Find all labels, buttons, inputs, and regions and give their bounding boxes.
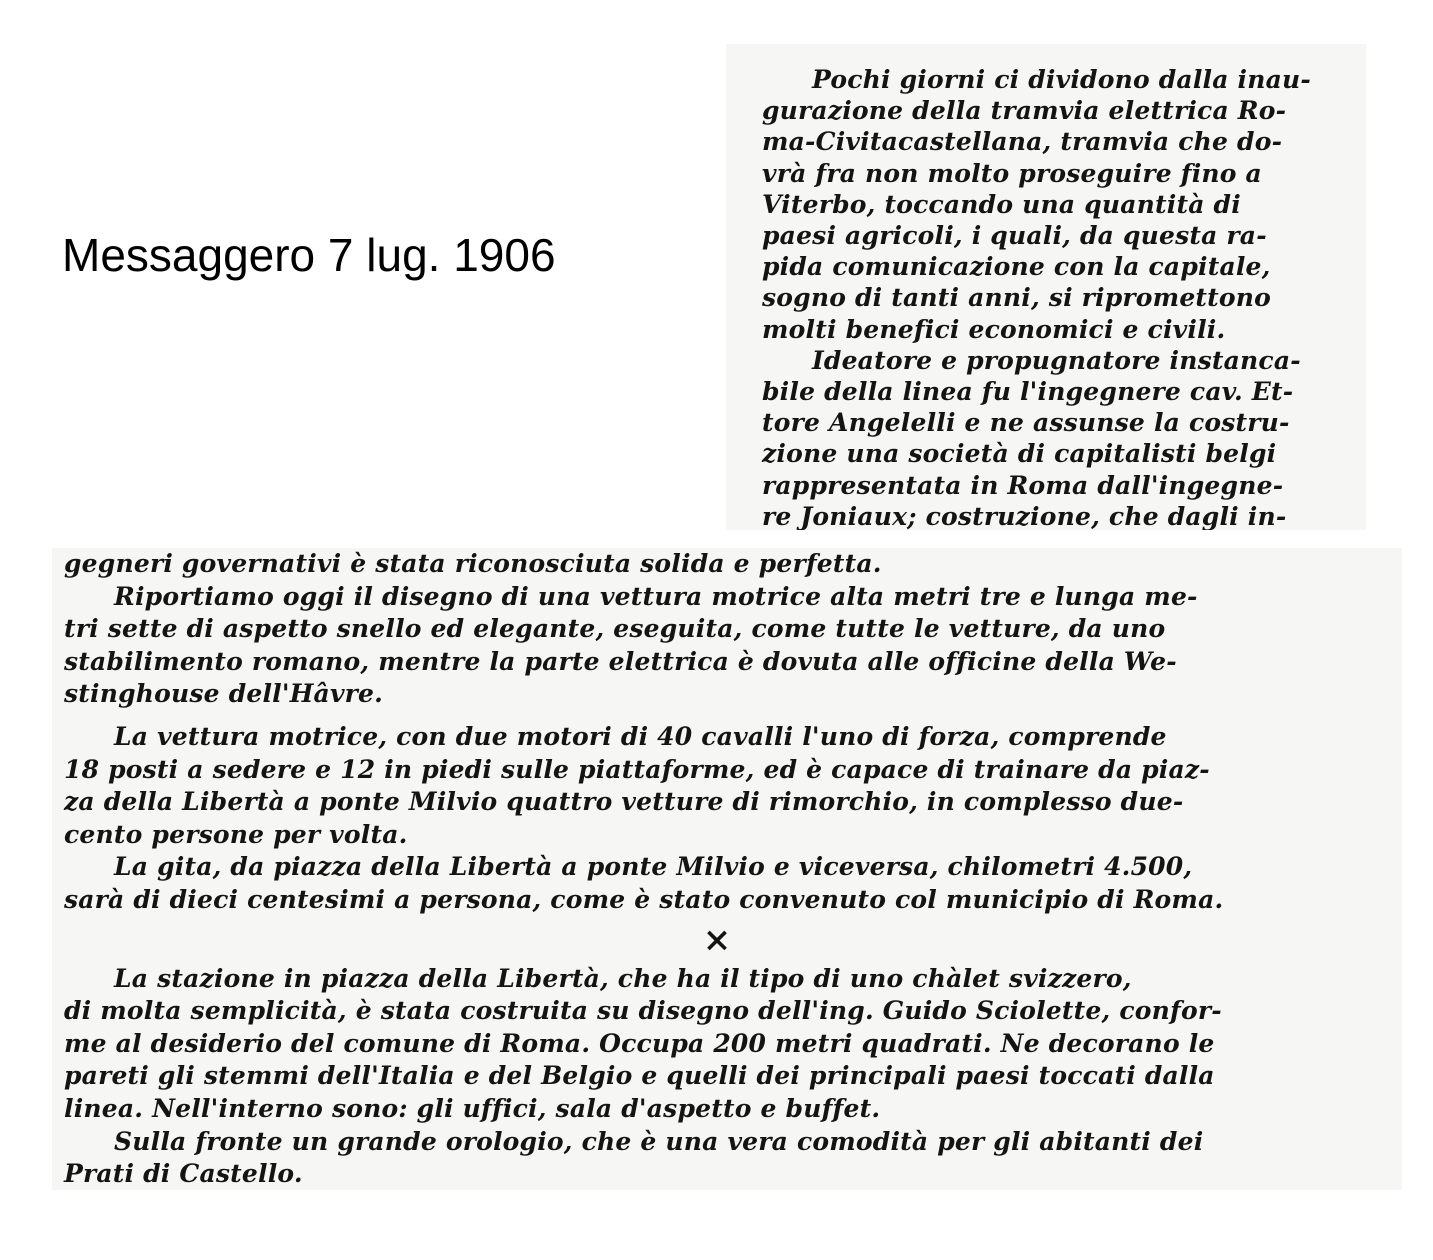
text-line: pida comunicazione con la capitale,: [762, 252, 1271, 282]
text-line: Prati di Castello.: [64, 1159, 303, 1189]
text-line: molti benefici economici e civili.: [762, 314, 1226, 344]
text-line: Pochi giorni ci dividono dalla inau-: [812, 65, 1311, 94]
text-line: stabilimento romano, mentre la parte elettrica è dovuta alle officine della We-: [64, 646, 1177, 676]
text-line: vrà fra non molto proseguire fino a: [762, 158, 1262, 188]
text-line: Ideatore e propugnatore instanca-: [812, 345, 1301, 375]
text-line: La stazione in piazza della Libertà, che ha il tipo di uno chàlet svizzero,: [114, 963, 1132, 993]
text-line: 18 posti a sedere e 12 in piedi sulle piattaforme, ed è capace di trainare da piaz-: [64, 754, 1210, 784]
text-line: re Joniaux; costruzione, che dagli in-: [762, 501, 1287, 530]
text-line: pareti gli stemmi dell'Italia e del Belgio e quelli dei principali paesi toccati dalla: [64, 1061, 1215, 1091]
text-line: linea. Nell'interno sono: gli uffici, sala d'aspetto e buffet.: [64, 1093, 881, 1123]
text-line: rappresentata in Roma dall'ingegne-: [762, 470, 1284, 500]
text-line: sogno di tanti anni, si ripromettono: [762, 283, 1272, 313]
section-separator: ×: [702, 919, 732, 960]
text-line: ma-Civitacastellana, tramvia che do-: [762, 127, 1283, 157]
text-line: La gita, da piazza della Libertà a ponte Milvio e viceversa, chilometri 4.500,: [114, 852, 1193, 882]
text-line: tri sette di aspetto snello ed elegante, eseguita, come tutte le vetture, da uno: [64, 614, 1166, 644]
text-line: Viterbo, toccando una quantità di: [762, 189, 1241, 219]
text-line: sarà di dieci centesimi a persona, come è stato convenuto col municipio di Roma.: [64, 884, 1224, 914]
text-line: gurazione della tramvia elettrica Ro-: [762, 96, 1287, 126]
text-line: bile della linea fu l'ingegnere cav. Et-: [762, 377, 1294, 407]
text-line: tore Angelelli e ne assunse la costru-: [762, 408, 1290, 438]
text-line: cento persone per volta.: [64, 819, 408, 849]
newspaper-clipping-top: [726, 44, 1366, 530]
caption-label: Messaggero 7 lug. 1906: [62, 229, 556, 281]
text-line: za della Libertà a ponte Milvio quattro vetture di rimorchio, in complesso due-: [64, 787, 1184, 817]
text-line: Sulla fronte un grande orologio, che è una vera comodità per gli abitanti dei: [114, 1126, 1204, 1156]
newspaper-clipping-bottom: [52, 548, 1402, 1190]
text-line: di molta semplicità, è stata costruita su disegno dell'ing. Guido Sciolette, confor-: [64, 996, 1222, 1026]
text-line: gegneri governativi è stata riconosciuta solida e perfetta.: [64, 549, 882, 578]
text-line: paesi agricoli, i quali, da questa ra-: [762, 221, 1267, 251]
text-line: me al desiderio del comune di Roma. Occupa 200 metri quadrati. Ne decorano le: [64, 1028, 1215, 1058]
text-line: La vettura motrice, con due motori di 40 cavalli l'uno di forza, comprende: [114, 721, 1167, 751]
text-line: stinghouse dell'Hâvre.: [64, 679, 384, 709]
text-line: zione una società di capitalisti belgi: [762, 439, 1277, 469]
text-line: Riportiamo oggi il disegno di una vettura motrice alta metri tre e lunga me-: [114, 581, 1198, 611]
